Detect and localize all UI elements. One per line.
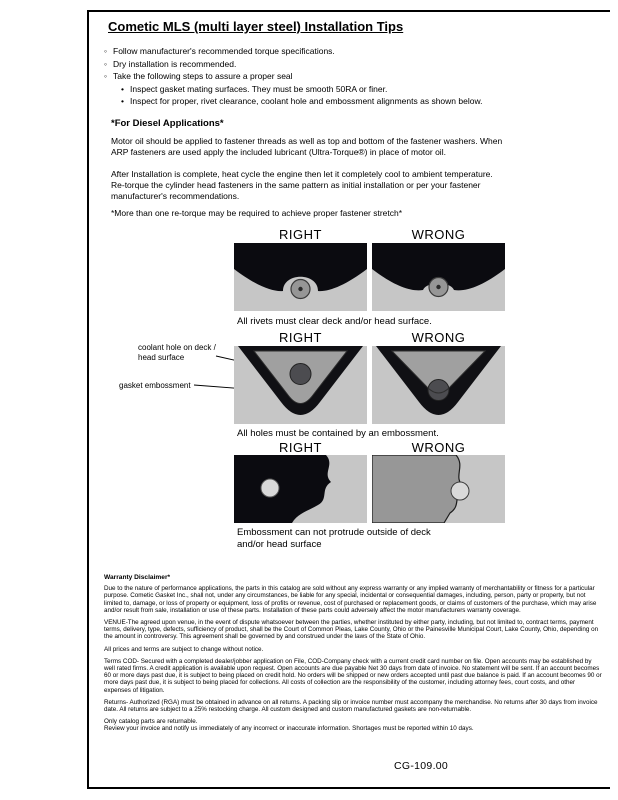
gasket-embossment-callout: gasket embossment [119, 381, 191, 390]
right-label: RIGHT [279, 227, 322, 242]
tip-item: ◦ Dry installation is recommended. [104, 58, 524, 71]
sub-tip-item: • Inspect for proper, rivet clearance, coolant hole and embossment alignments as shown below. [121, 95, 524, 108]
legal-paragraph: Due to the nature of performance applications, the parts in this catalog are sold without any express warranty or any implied warranty of merchantability or fitness for a particular purpose. Cometic Gasket Inc., shall not, under any circumstances, be liable for any special, incidental or consequential damages, including, person, party or property, but not limited to, damage, or loss of property or equipment, loss of profits or revenue, cost of purchased or replacement goods, or claims of customers of the purchase, which may arise and/or result from sale, installation or use of these parts. Installation of these parts could adversely affect the motor manufacturers warranty coverage. [104, 585, 597, 614]
embossment-right-diagram [234, 455, 367, 523]
rivet-clearance-right-diagram [234, 243, 367, 311]
right-label: RIGHT [279, 330, 322, 345]
wrong-label: WRONG [411, 227, 466, 242]
retorque-note: *More than one re-torque may be required to achieve proper fastener stretch* [111, 208, 403, 218]
legal-paragraph: Terms COD- Secured with a completed dealer/jobber application on File, COD-Company check with a current credit card number on file. Open accounts may be established by well rated firms. A credit application is available upon request. Open accounts are due payable Net 30 days from date of invoice. No statement will be sent. If an account becomes 60 or more days past due, it is subject to being placed on credit hold. No orders will be shipped or new orders accepted until past due balance is paid. If an account becomes 90 or more days past due, it is subject to being placed for collections. All costs of collection are the responsibility of the customer, including attorney fees, court costs, and other expenses of litigation. [104, 657, 602, 694]
diesel-applications-heading: *For Diesel Applications* [111, 118, 224, 129]
tips-list [104, 45, 524, 108]
sub-tip-item: • Inspect gasket mating surfaces. They must be smooth 50RA or finer. [121, 83, 524, 96]
page-title: Cometic MLS (multi layer steel) Installation Tips [108, 19, 404, 34]
legal-paragraph: Only catalog parts are returnable. [104, 718, 198, 726]
right-label: RIGHT [279, 440, 322, 455]
tip-item: ◦ Follow manufacturer's recommended torque specifications. [104, 45, 524, 58]
tip-item: ◦ Take the following steps to assure a proper seal [104, 70, 524, 83]
coolant-hole-right-diagram [234, 346, 367, 424]
coolant-hole-callout: coolant hole on deck / head surface [138, 343, 216, 362]
embossment-wrong-diagram [372, 455, 505, 523]
legal-paragraph: Review your invoice and notify us immediately of any incorrect or inaccurate information. Shortages must be reported within 10 days. [104, 725, 474, 733]
diesel-paragraph-2: After Installation is complete, heat cycle the engine then let it completely cool to ambient temperature. Re-torque the cylinder head fasteners in the same pattern as initial installation or per your fastener manufacturer's recommendations. [111, 169, 493, 201]
legal-section [104, 574, 603, 738]
diesel-paragraph-1: Motor oil should be applied to fastener threads as well as top and bottom of the fastener washers. When ARP fasteners are used apply the included lubricant (Ultra-Torque®) in place of motor oil. [111, 136, 503, 157]
legal-paragraph: Returns- Authorized (RGA) must be obtained in advance on all returns. A packing slip or invoice number must accompany the merchandise. No returns after 30 days from invoice date. All returns are subject to a 25% restocking charge. All custom designed and custom manufactured gaskets are non-returnable. [104, 698, 598, 714]
rivets-caption: All rivets must clear deck and/or head surface. [237, 316, 432, 327]
legal-paragraph: VENUE-The agreed upon venue, in the event of dispute whatsoever between the parties, whether instituted by either party, including, but not limited to, contract terms, payment terms, delivery, type, defects, sufficiency of product, shall be the Court of Common Pleas, Lake County, Ohio or the Painesville Municipal Court, Lake County, Ohio, depending on the amount in controversy. This agreement shall be governed by and construed under the laws of the State of Ohio. [104, 619, 599, 641]
embossment-caption: Embossment can not protrude outside of deck and/or head surface [237, 527, 431, 550]
rivet-clearance-wrong-diagram [372, 243, 505, 311]
warranty-disclaimer-heading: Warranty Disclaimer* [104, 574, 171, 581]
coolant-hole-wrong-diagram [372, 346, 505, 424]
wrong-label: WRONG [411, 330, 466, 345]
holes-caption: All holes must be contained by an embossment. [237, 428, 439, 439]
wrong-label: WRONG [411, 440, 466, 455]
legal-paragraph: All prices and terms are subject to change without notice. [104, 645, 264, 653]
document-number: CG-109.00 [394, 760, 449, 772]
